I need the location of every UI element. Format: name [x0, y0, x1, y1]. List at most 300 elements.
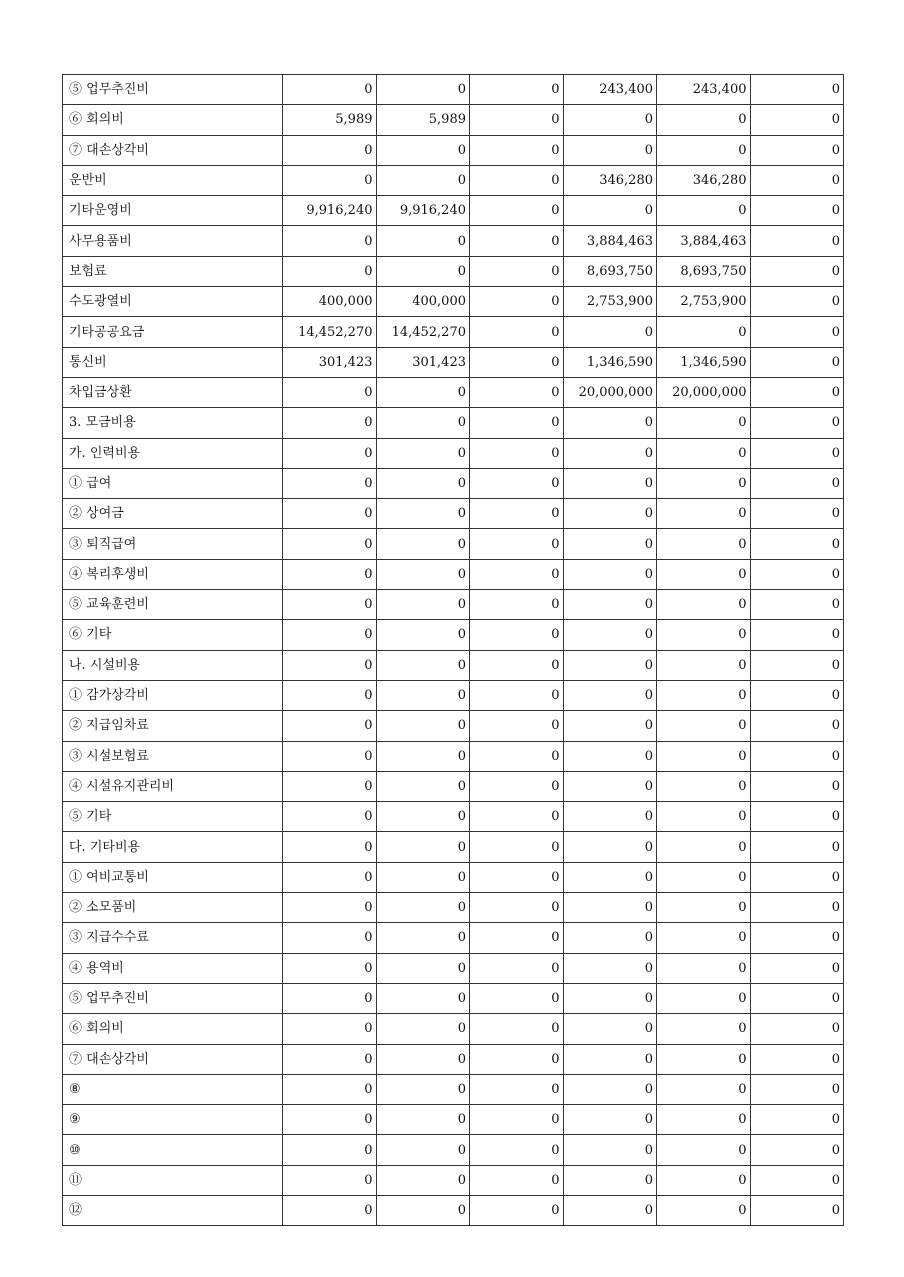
amount-cell: 0: [657, 1105, 751, 1135]
row-label: ⑤ 업무추진비: [63, 983, 283, 1013]
amount-cell: 0: [750, 983, 844, 1013]
amount-cell: 0: [657, 923, 751, 953]
budget-table: [62, 74, 844, 1226]
amount-cell: 3,884,463: [657, 226, 751, 256]
amount-cell: 0: [376, 1135, 470, 1165]
table-row: [63, 287, 844, 317]
amount-cell: 0: [376, 529, 470, 559]
amount-cell: 0: [283, 165, 377, 195]
amount-cell: 0: [283, 1074, 377, 1104]
amount-cell: 0: [563, 1135, 657, 1165]
row-label: ④ 복리후생비: [63, 559, 283, 589]
amount-cell: 243,400: [657, 75, 751, 105]
amount-cell: 0: [470, 1195, 564, 1225]
amount-cell: 0: [283, 650, 377, 680]
row-label: ⑦ 대손상각비: [63, 1044, 283, 1074]
amount-cell: 0: [470, 711, 564, 741]
amount-cell: 0: [376, 1105, 470, 1135]
amount-cell: 9,916,240: [376, 196, 470, 226]
amount-cell: 0: [470, 1165, 564, 1195]
amount-cell: 0: [563, 196, 657, 226]
row-label: ① 감가상각비: [63, 680, 283, 710]
amount-cell: 0: [470, 620, 564, 650]
amount-cell: 243,400: [563, 75, 657, 105]
amount-cell: 0: [657, 559, 751, 589]
amount-cell: 0: [470, 893, 564, 923]
table-row: [63, 468, 844, 498]
amount-cell: 0: [470, 287, 564, 317]
amount-cell: 0: [657, 317, 751, 347]
amount-cell: 0: [750, 468, 844, 498]
amount-cell: 0: [750, 923, 844, 953]
amount-cell: 0: [750, 377, 844, 407]
row-label: 기타공공요금: [63, 317, 283, 347]
amount-cell: 0: [376, 983, 470, 1013]
amount-cell: 0: [376, 953, 470, 983]
amount-cell: 0: [283, 1195, 377, 1225]
amount-cell: 0: [750, 741, 844, 771]
amount-cell: 0: [376, 165, 470, 195]
amount-cell: 0: [563, 711, 657, 741]
amount-cell: 0: [563, 983, 657, 1013]
amount-cell: 400,000: [376, 287, 470, 317]
amount-cell: 0: [563, 862, 657, 892]
amount-cell: 0: [750, 862, 844, 892]
table-row: [63, 983, 844, 1013]
amount-cell: 0: [657, 983, 751, 1013]
amount-cell: 0: [657, 1044, 751, 1074]
amount-cell: 0: [470, 590, 564, 620]
amount-cell: 0: [283, 1105, 377, 1135]
amount-cell: 0: [750, 590, 844, 620]
amount-cell: 0: [657, 105, 751, 135]
amount-cell: 0: [470, 105, 564, 135]
row-label: ⑥ 기타: [63, 620, 283, 650]
table-row: [63, 650, 844, 680]
amount-cell: 0: [376, 711, 470, 741]
row-label: ② 상여금: [63, 499, 283, 529]
amount-cell: 400,000: [283, 287, 377, 317]
amount-cell: 0: [657, 650, 751, 680]
amount-cell: 0: [750, 711, 844, 741]
row-label: 다. 기타비용: [63, 832, 283, 862]
amount-cell: 0: [283, 438, 377, 468]
table-row: [63, 741, 844, 771]
amount-cell: 0: [470, 468, 564, 498]
row-label: ② 소모품비: [63, 893, 283, 923]
row-label: ③ 퇴직급여: [63, 529, 283, 559]
amount-cell: 0: [283, 802, 377, 832]
amount-cell: 0: [470, 1074, 564, 1104]
amount-cell: 0: [657, 408, 751, 438]
table-row: [63, 408, 844, 438]
amount-cell: 0: [657, 196, 751, 226]
table-row: [63, 832, 844, 862]
amount-cell: 0: [470, 165, 564, 195]
amount-cell: 0: [376, 75, 470, 105]
row-label: 가. 인력비용: [63, 438, 283, 468]
amount-cell: 0: [563, 135, 657, 165]
amount-cell: 0: [657, 893, 751, 923]
amount-cell: 0: [750, 1044, 844, 1074]
amount-cell: 0: [470, 438, 564, 468]
amount-cell: 0: [657, 529, 751, 559]
amount-cell: 0: [376, 1165, 470, 1195]
amount-cell: 0: [750, 1195, 844, 1225]
amount-cell: 0: [376, 226, 470, 256]
amount-cell: 0: [376, 741, 470, 771]
amount-cell: 0: [657, 802, 751, 832]
amount-cell: 0: [750, 408, 844, 438]
amount-cell: 0: [750, 1135, 844, 1165]
row-label: ④ 용역비: [63, 953, 283, 983]
row-label: 보험료: [63, 256, 283, 286]
amount-cell: 0: [750, 802, 844, 832]
amount-cell: 0: [563, 1074, 657, 1104]
amount-cell: 0: [376, 468, 470, 498]
amount-cell: 0: [563, 105, 657, 135]
amount-cell: 0: [750, 680, 844, 710]
amount-cell: 0: [657, 499, 751, 529]
amount-cell: 0: [657, 862, 751, 892]
amount-cell: 0: [283, 590, 377, 620]
amount-cell: 0: [376, 377, 470, 407]
amount-cell: 20,000,000: [657, 377, 751, 407]
amount-cell: 0: [750, 1074, 844, 1104]
table-row: [63, 226, 844, 256]
table-row: [63, 923, 844, 953]
amount-cell: 0: [376, 408, 470, 438]
amount-cell: 0: [376, 590, 470, 620]
amount-cell: 0: [470, 256, 564, 286]
amount-cell: 0: [470, 196, 564, 226]
amount-cell: 5,989: [376, 105, 470, 135]
amount-cell: 0: [750, 650, 844, 680]
row-label: 차입금상환: [63, 377, 283, 407]
amount-cell: 0: [563, 590, 657, 620]
amount-cell: 0: [657, 1135, 751, 1165]
amount-cell: 14,452,270: [283, 317, 377, 347]
amount-cell: 0: [283, 1135, 377, 1165]
amount-cell: 0: [376, 680, 470, 710]
amount-cell: 0: [283, 711, 377, 741]
amount-cell: 0: [470, 135, 564, 165]
amount-cell: 0: [376, 1195, 470, 1225]
amount-cell: 0: [283, 1044, 377, 1074]
amount-cell: 0: [376, 650, 470, 680]
amount-cell: 0: [657, 620, 751, 650]
amount-cell: 0: [563, 680, 657, 710]
row-label: 3. 모금비용: [63, 408, 283, 438]
amount-cell: 0: [750, 196, 844, 226]
row-label: ① 여비교통비: [63, 862, 283, 892]
amount-cell: 0: [563, 1044, 657, 1074]
table-row: [63, 135, 844, 165]
amount-cell: 0: [470, 347, 564, 377]
amount-cell: 0: [750, 165, 844, 195]
amount-cell: 0: [657, 741, 751, 771]
table-row: [63, 893, 844, 923]
row-label: ③ 시설보험료: [63, 741, 283, 771]
amount-cell: 0: [283, 741, 377, 771]
amount-cell: 0: [283, 1014, 377, 1044]
amount-cell: 0: [657, 1014, 751, 1044]
amount-cell: 14,452,270: [376, 317, 470, 347]
amount-cell: 5,989: [283, 105, 377, 135]
amount-cell: 0: [563, 1105, 657, 1135]
row-label: ⑤ 교육훈련비: [63, 590, 283, 620]
amount-cell: 0: [283, 499, 377, 529]
amount-cell: 0: [283, 256, 377, 286]
amount-cell: 0: [657, 1195, 751, 1225]
table-row: [63, 347, 844, 377]
amount-cell: 0: [470, 680, 564, 710]
row-label: ⑫: [63, 1195, 283, 1225]
amount-cell: 0: [283, 75, 377, 105]
table-row: [63, 165, 844, 195]
row-label: ③ 지급수수료: [63, 923, 283, 953]
row-label: ⑤ 기타: [63, 802, 283, 832]
amount-cell: 0: [657, 711, 751, 741]
amount-cell: 0: [470, 1135, 564, 1165]
amount-cell: 0: [470, 1044, 564, 1074]
row-label: ⑦ 대손상각비: [63, 135, 283, 165]
amount-cell: 0: [470, 408, 564, 438]
amount-cell: 0: [750, 1165, 844, 1195]
amount-cell: 0: [563, 650, 657, 680]
amount-cell: 0: [750, 1014, 844, 1044]
amount-cell: 0: [283, 953, 377, 983]
table-row: [63, 75, 844, 105]
row-label: ⑥ 회의비: [63, 1014, 283, 1044]
amount-cell: 2,753,900: [657, 287, 751, 317]
amount-cell: 0: [750, 226, 844, 256]
table-row: [63, 559, 844, 589]
table-row: [63, 377, 844, 407]
amount-cell: 0: [470, 832, 564, 862]
amount-cell: 0: [283, 620, 377, 650]
table-row: [63, 1195, 844, 1225]
amount-cell: 0: [470, 317, 564, 347]
amount-cell: 0: [563, 923, 657, 953]
amount-cell: 0: [470, 529, 564, 559]
table-row: [63, 1165, 844, 1195]
amount-cell: 0: [657, 1074, 751, 1104]
table-row: [63, 529, 844, 559]
amount-cell: 0: [470, 1105, 564, 1135]
amount-cell: 0: [563, 559, 657, 589]
amount-cell: 0: [750, 347, 844, 377]
amount-cell: 0: [563, 620, 657, 650]
amount-cell: 0: [376, 620, 470, 650]
amount-cell: 0: [283, 559, 377, 589]
amount-cell: 0: [376, 1014, 470, 1044]
row-label: 통신비: [63, 347, 283, 377]
amount-cell: 0: [283, 408, 377, 438]
amount-cell: 0: [376, 923, 470, 953]
amount-cell: 0: [657, 590, 751, 620]
amount-cell: 0: [657, 135, 751, 165]
amount-cell: 0: [283, 862, 377, 892]
row-label: ④ 시설유지관리비: [63, 771, 283, 801]
amount-cell: 301,423: [283, 347, 377, 377]
table-row: [63, 317, 844, 347]
amount-cell: 346,280: [563, 165, 657, 195]
amount-cell: 0: [376, 438, 470, 468]
row-label: 나. 시설비용: [63, 650, 283, 680]
amount-cell: 0: [283, 680, 377, 710]
table-row: [63, 438, 844, 468]
amount-cell: 0: [283, 226, 377, 256]
amount-cell: 0: [283, 832, 377, 862]
amount-cell: 0: [563, 832, 657, 862]
amount-cell: 0: [750, 438, 844, 468]
row-label: ② 지급임차료: [63, 711, 283, 741]
amount-cell: 0: [657, 1165, 751, 1195]
amount-cell: 301,423: [376, 347, 470, 377]
amount-cell: 0: [376, 832, 470, 862]
row-label: 운반비: [63, 165, 283, 195]
amount-cell: 0: [376, 1044, 470, 1074]
amount-cell: 0: [750, 529, 844, 559]
amount-cell: 0: [283, 377, 377, 407]
table-row: [63, 802, 844, 832]
amount-cell: 0: [563, 1014, 657, 1044]
amount-cell: 0: [563, 1195, 657, 1225]
amount-cell: 0: [750, 256, 844, 286]
table-row: [63, 953, 844, 983]
amount-cell: 0: [750, 620, 844, 650]
table-row: [63, 1074, 844, 1104]
table-row: [63, 499, 844, 529]
amount-cell: 0: [657, 771, 751, 801]
amount-cell: 0: [470, 499, 564, 529]
amount-cell: 8,693,750: [657, 256, 751, 286]
amount-cell: 0: [750, 893, 844, 923]
row-label: 수도광열비: [63, 287, 283, 317]
amount-cell: 3,884,463: [563, 226, 657, 256]
amount-cell: 0: [563, 893, 657, 923]
amount-cell: 0: [470, 771, 564, 801]
amount-cell: 0: [376, 893, 470, 923]
amount-cell: 0: [470, 226, 564, 256]
amount-cell: 0: [563, 771, 657, 801]
amount-cell: 0: [750, 771, 844, 801]
table-row: [63, 711, 844, 741]
table-row: [63, 1014, 844, 1044]
amount-cell: 0: [750, 75, 844, 105]
amount-cell: 0: [470, 983, 564, 1013]
amount-cell: 0: [470, 953, 564, 983]
amount-cell: 9,916,240: [283, 196, 377, 226]
amount-cell: 0: [750, 953, 844, 983]
row-label: ⑪: [63, 1165, 283, 1195]
amount-cell: 1,346,590: [657, 347, 751, 377]
amount-cell: 0: [470, 75, 564, 105]
amount-cell: 0: [376, 1074, 470, 1104]
amount-cell: 346,280: [657, 165, 751, 195]
amount-cell: 0: [470, 559, 564, 589]
amount-cell: 0: [750, 317, 844, 347]
table-row: [63, 256, 844, 286]
amount-cell: 0: [750, 287, 844, 317]
amount-cell: 0: [470, 1014, 564, 1044]
table-row: [63, 590, 844, 620]
row-label: 사무용품비: [63, 226, 283, 256]
amount-cell: 0: [470, 923, 564, 953]
row-label: ① 급여: [63, 468, 283, 498]
amount-cell: 0: [283, 1165, 377, 1195]
amount-cell: 0: [563, 1165, 657, 1195]
table-row: [63, 862, 844, 892]
table-row: [63, 620, 844, 650]
amount-cell: 0: [376, 256, 470, 286]
table-row: [63, 105, 844, 135]
row-label: ⑥ 회의비: [63, 105, 283, 135]
amount-cell: 0: [376, 802, 470, 832]
amount-cell: 0: [376, 771, 470, 801]
amount-cell: 0: [750, 559, 844, 589]
row-label: 기타운영비: [63, 196, 283, 226]
amount-cell: 0: [563, 438, 657, 468]
amount-cell: 0: [376, 559, 470, 589]
amount-cell: 0: [470, 377, 564, 407]
amount-cell: 0: [283, 529, 377, 559]
amount-cell: 0: [376, 499, 470, 529]
amount-cell: 0: [283, 893, 377, 923]
amount-cell: 0: [563, 408, 657, 438]
amount-cell: 0: [563, 317, 657, 347]
table-row: [63, 1044, 844, 1074]
amount-cell: 0: [563, 468, 657, 498]
row-label: ⑨: [63, 1105, 283, 1135]
amount-cell: 0: [563, 741, 657, 771]
amount-cell: 0: [563, 802, 657, 832]
amount-cell: 0: [470, 802, 564, 832]
row-label: ⑧: [63, 1074, 283, 1104]
amount-cell: 0: [750, 105, 844, 135]
amount-cell: 0: [283, 983, 377, 1013]
amount-cell: 0: [470, 741, 564, 771]
row-label: ⑩: [63, 1135, 283, 1165]
amount-cell: 0: [657, 468, 751, 498]
amount-cell: 0: [657, 953, 751, 983]
amount-cell: 0: [657, 832, 751, 862]
row-label: ⑤ 업무추진비: [63, 75, 283, 105]
amount-cell: 0: [750, 499, 844, 529]
amount-cell: 0: [563, 529, 657, 559]
amount-cell: 2,753,900: [563, 287, 657, 317]
budget-table-body: [63, 75, 844, 1226]
amount-cell: 0: [283, 135, 377, 165]
amount-cell: 20,000,000: [563, 377, 657, 407]
amount-cell: 0: [563, 499, 657, 529]
table-row: [63, 1105, 844, 1135]
amount-cell: 0: [470, 650, 564, 680]
amount-cell: 0: [750, 1105, 844, 1135]
amount-cell: 0: [657, 680, 751, 710]
amount-cell: 8,693,750: [563, 256, 657, 286]
amount-cell: 0: [750, 135, 844, 165]
amount-cell: 0: [563, 953, 657, 983]
amount-cell: 0: [657, 438, 751, 468]
amount-cell: 0: [376, 135, 470, 165]
table-row: [63, 680, 844, 710]
table-row: [63, 771, 844, 801]
table-row: [63, 1135, 844, 1165]
amount-cell: 0: [283, 771, 377, 801]
amount-cell: 1,346,590: [563, 347, 657, 377]
